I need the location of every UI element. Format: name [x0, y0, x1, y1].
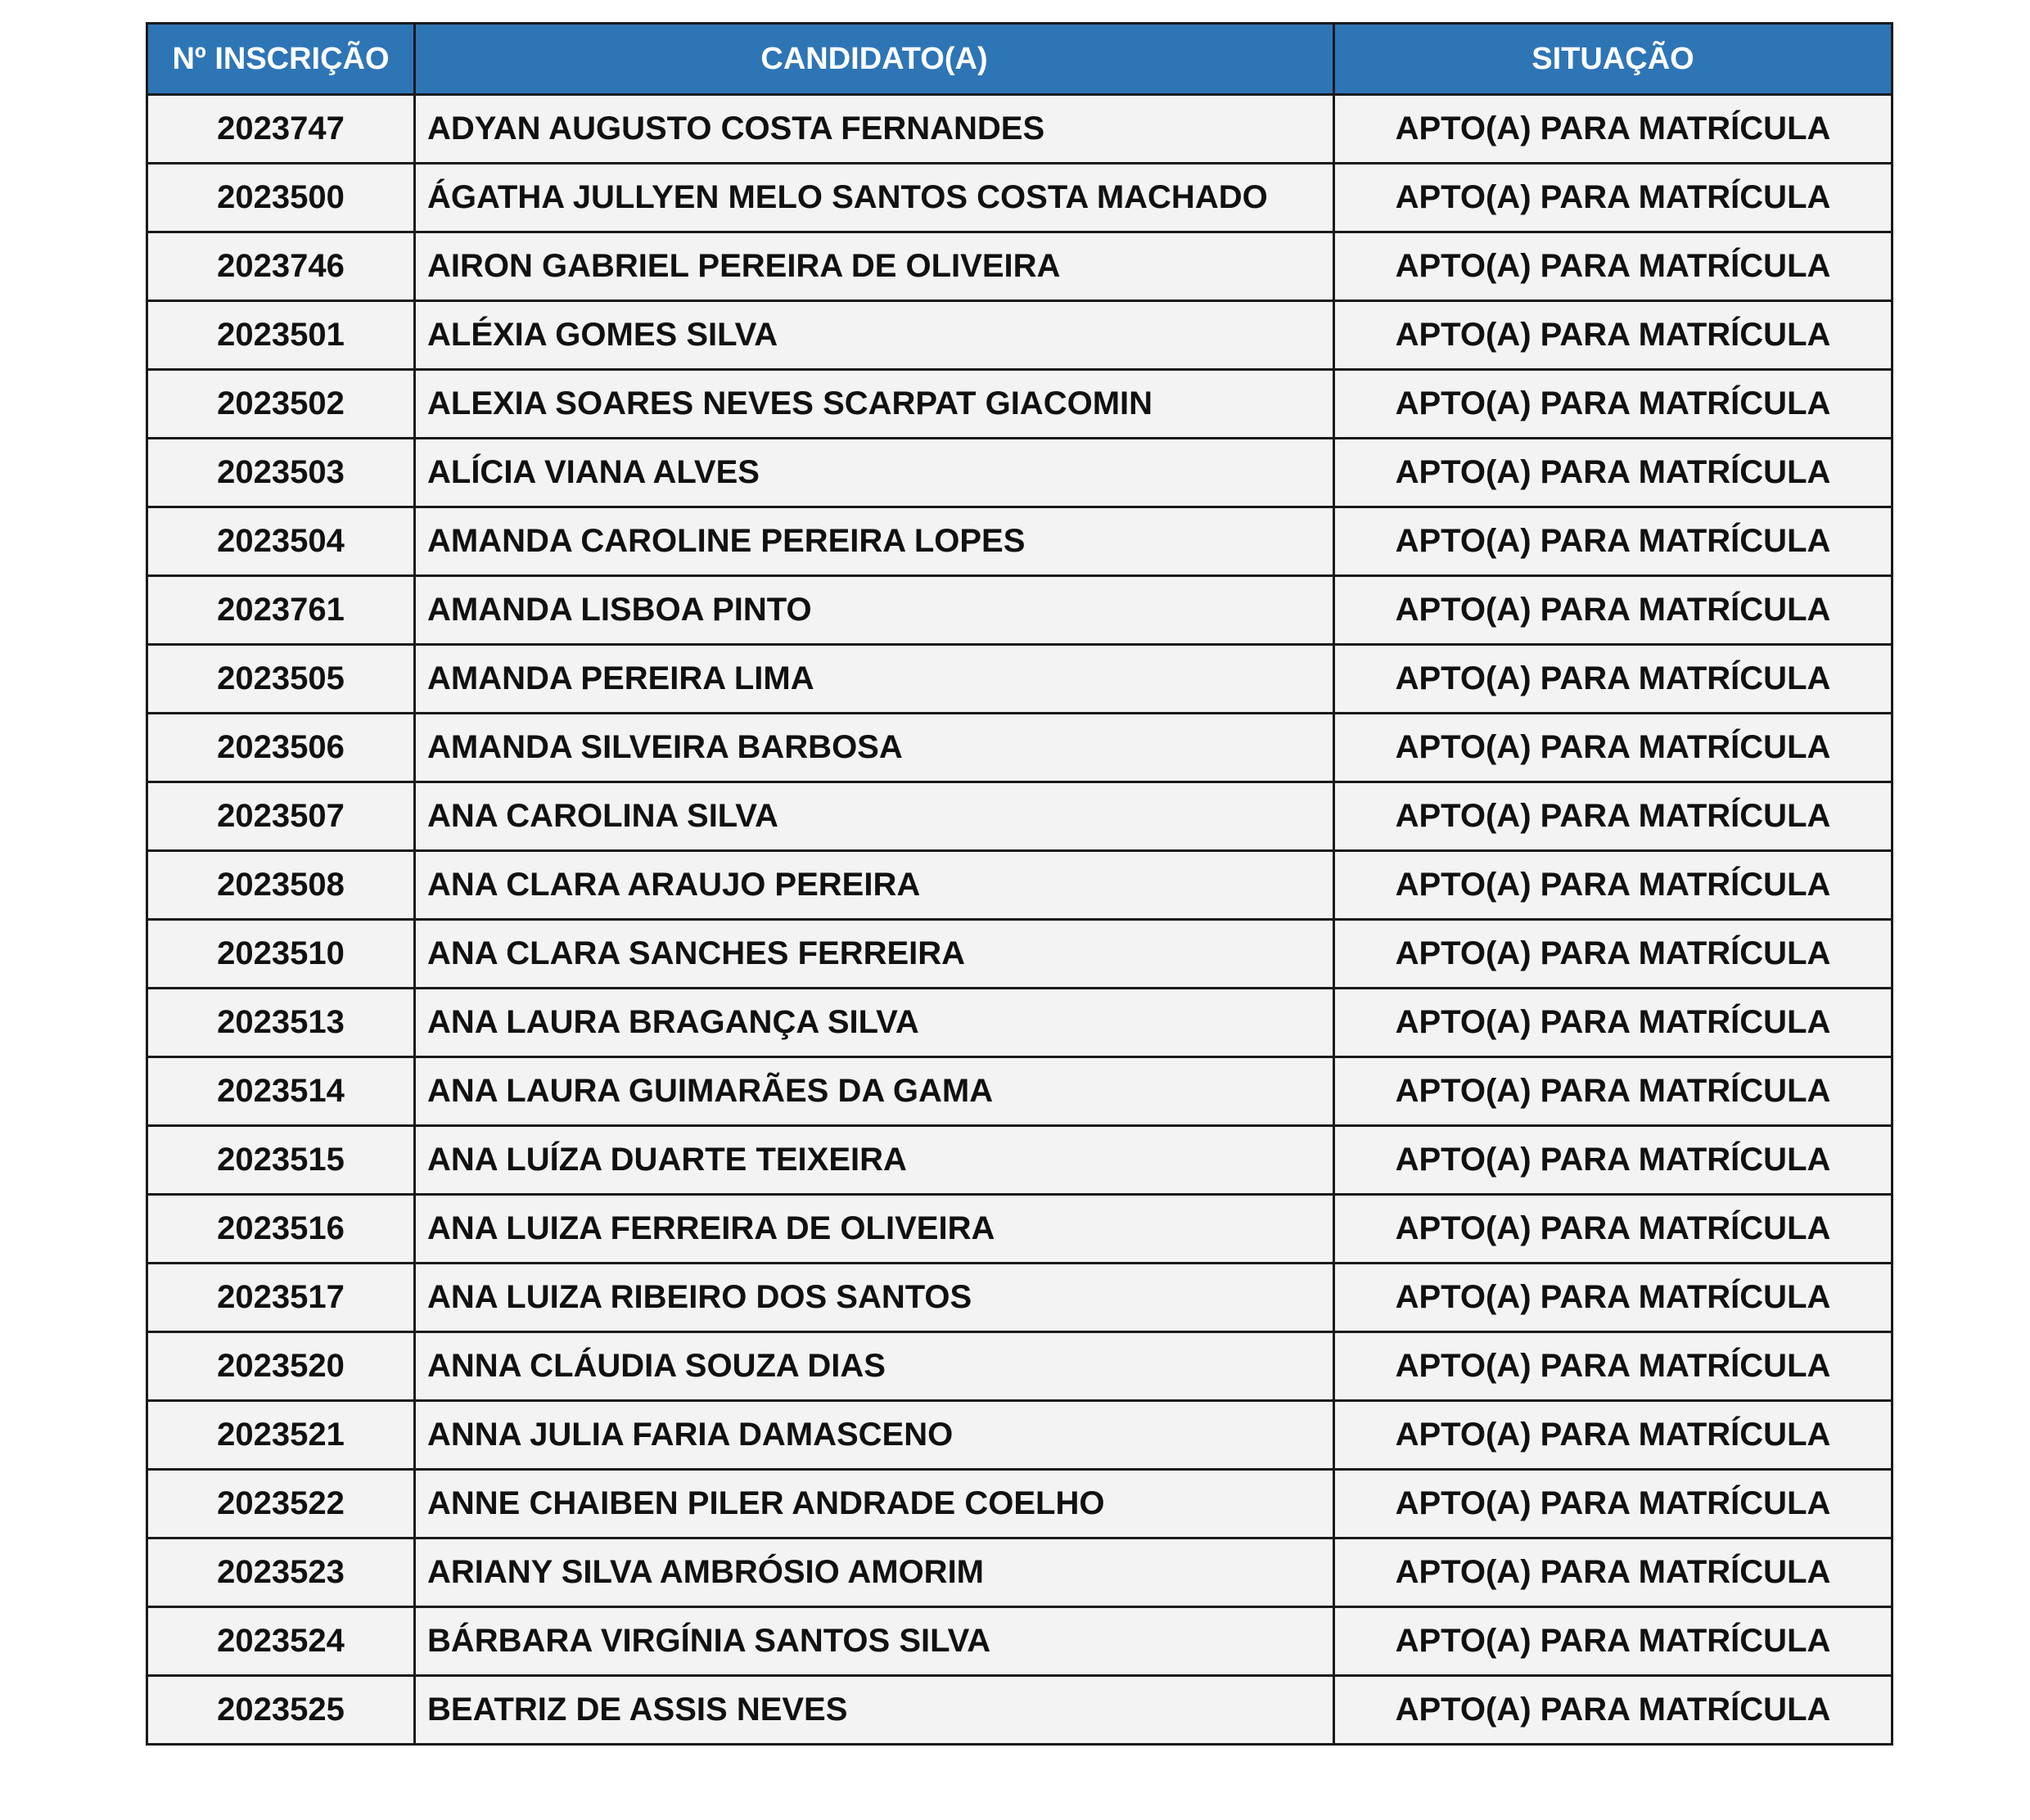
- candidate-cell: AMANDA SILVEIRA BARBOSA: [415, 714, 1334, 782]
- candidate-cell: ALEXIA SOARES NEVES SCARPAT GIACOMIN: [415, 370, 1334, 439]
- table-body: [147, 95, 1892, 1745]
- status-cell: APTO(A) PARA MATRÍCULA: [1334, 920, 1892, 989]
- table-row: [147, 920, 1892, 989]
- candidate-cell: AMANDA CAROLINE PEREIRA LOPES: [415, 507, 1334, 576]
- status-cell: APTO(A) PARA MATRÍCULA: [1334, 439, 1892, 507]
- table-row: [147, 1470, 1892, 1538]
- candidate-cell: BEATRIZ DE ASSIS NEVES: [415, 1676, 1334, 1745]
- table-row: [147, 576, 1892, 645]
- status-cell: APTO(A) PARA MATRÍCULA: [1334, 232, 1892, 301]
- status-cell: APTO(A) PARA MATRÍCULA: [1334, 714, 1892, 782]
- registration-cell: 2023510: [147, 920, 415, 989]
- candidate-cell: ANA LUIZA FERREIRA DE OLIVEIRA: [415, 1195, 1334, 1264]
- header-candidate: CANDIDATO(A): [415, 24, 1334, 95]
- table-row: [147, 851, 1892, 920]
- status-cell: APTO(A) PARA MATRÍCULA: [1334, 95, 1892, 164]
- status-cell: APTO(A) PARA MATRÍCULA: [1334, 1126, 1892, 1195]
- candidate-cell: ANA CLARA ARAUJO PEREIRA: [415, 851, 1334, 920]
- table-row: [147, 439, 1892, 507]
- registration-cell: 2023746: [147, 232, 415, 301]
- candidate-cell: ANA CLARA SANCHES FERREIRA: [415, 920, 1334, 989]
- registration-cell: 2023513: [147, 989, 415, 1057]
- status-cell: APTO(A) PARA MATRÍCULA: [1334, 1195, 1892, 1264]
- registration-cell: 2023522: [147, 1470, 415, 1538]
- table-row: [147, 1676, 1892, 1745]
- registration-cell: 2023504: [147, 507, 415, 576]
- candidate-cell: ANNA CLÁUDIA SOUZA DIAS: [415, 1332, 1334, 1401]
- registration-cell: 2023501: [147, 301, 415, 370]
- candidate-cell: ALÉXIA GOMES SILVA: [415, 301, 1334, 370]
- table-row: [147, 164, 1892, 232]
- candidate-cell: AIRON GABRIEL PEREIRA DE OLIVEIRA: [415, 232, 1334, 301]
- table-row: [147, 1607, 1892, 1676]
- registration-cell: 2023520: [147, 1332, 415, 1401]
- registration-cell: 2023503: [147, 439, 415, 507]
- status-cell: APTO(A) PARA MATRÍCULA: [1334, 1401, 1892, 1470]
- header-registration: Nº INSCRIÇÃO: [147, 24, 415, 95]
- status-cell: APTO(A) PARA MATRÍCULA: [1334, 645, 1892, 714]
- candidates-table: [146, 22, 1893, 1746]
- status-cell: APTO(A) PARA MATRÍCULA: [1334, 507, 1892, 576]
- registration-cell: 2023507: [147, 782, 415, 851]
- candidate-cell: ANA LUÍZA DUARTE TEIXEIRA: [415, 1126, 1334, 1195]
- registration-cell: 2023521: [147, 1401, 415, 1470]
- registration-cell: 2023524: [147, 1607, 415, 1676]
- registration-cell: 2023515: [147, 1126, 415, 1195]
- registration-cell: 2023523: [147, 1538, 415, 1607]
- candidate-cell: ARIANY SILVA AMBRÓSIO AMORIM: [415, 1538, 1334, 1607]
- candidate-cell: BÁRBARA VIRGÍNIA SANTOS SILVA: [415, 1607, 1334, 1676]
- status-cell: APTO(A) PARA MATRÍCULA: [1334, 1264, 1892, 1332]
- registration-cell: 2023505: [147, 645, 415, 714]
- registration-cell: 2023747: [147, 95, 415, 164]
- registration-cell: 2023514: [147, 1057, 415, 1126]
- status-cell: APTO(A) PARA MATRÍCULA: [1334, 1057, 1892, 1126]
- status-cell: APTO(A) PARA MATRÍCULA: [1334, 989, 1892, 1057]
- table-row: [147, 301, 1892, 370]
- candidate-cell: ANA LAURA BRAGANÇA SILVA: [415, 989, 1334, 1057]
- candidate-cell: ADYAN AUGUSTO COSTA FERNANDES: [415, 95, 1334, 164]
- status-cell: APTO(A) PARA MATRÍCULA: [1334, 1676, 1892, 1745]
- status-cell: APTO(A) PARA MATRÍCULA: [1334, 851, 1892, 920]
- header-row: [147, 24, 1892, 95]
- status-cell: APTO(A) PARA MATRÍCULA: [1334, 164, 1892, 232]
- table-row: [147, 1195, 1892, 1264]
- candidate-cell: ANNA JULIA FARIA DAMASCENO: [415, 1401, 1334, 1470]
- table-row: [147, 507, 1892, 576]
- table-header: [147, 24, 1892, 95]
- table-row: [147, 1332, 1892, 1401]
- registration-cell: 2023500: [147, 164, 415, 232]
- status-cell: APTO(A) PARA MATRÍCULA: [1334, 1470, 1892, 1538]
- table-row: [147, 714, 1892, 782]
- table-row: [147, 232, 1892, 301]
- table-row: [147, 989, 1892, 1057]
- registration-cell: 2023517: [147, 1264, 415, 1332]
- table-row: [147, 1057, 1892, 1126]
- candidate-cell: AMANDA PEREIRA LIMA: [415, 645, 1334, 714]
- candidate-cell: ANA CAROLINA SILVA: [415, 782, 1334, 851]
- table-row: [147, 1126, 1892, 1195]
- status-cell: APTO(A) PARA MATRÍCULA: [1334, 782, 1892, 851]
- candidate-cell: ÁGATHA JULLYEN MELO SANTOS COSTA MACHADO: [415, 164, 1334, 232]
- results-sheet: [146, 22, 1891, 1746]
- registration-cell: 2023502: [147, 370, 415, 439]
- table-row: [147, 645, 1892, 714]
- table-row: [147, 782, 1892, 851]
- header-status: SITUAÇÃO: [1334, 24, 1892, 95]
- candidate-cell: ANA LAURA GUIMARÃES DA GAMA: [415, 1057, 1334, 1126]
- registration-cell: 2023508: [147, 851, 415, 920]
- table-row: [147, 1401, 1892, 1470]
- registration-cell: 2023761: [147, 576, 415, 645]
- table-row: [147, 1264, 1892, 1332]
- candidate-cell: ANA LUIZA RIBEIRO DOS SANTOS: [415, 1264, 1334, 1332]
- table-row: [147, 95, 1892, 164]
- table-row: [147, 1538, 1892, 1607]
- status-cell: APTO(A) PARA MATRÍCULA: [1334, 370, 1892, 439]
- registration-cell: 2023506: [147, 714, 415, 782]
- candidate-cell: ANNE CHAIBEN PILER ANDRADE COELHO: [415, 1470, 1334, 1538]
- table-row: [147, 370, 1892, 439]
- candidate-cell: ALÍCIA VIANA ALVES: [415, 439, 1334, 507]
- status-cell: APTO(A) PARA MATRÍCULA: [1334, 301, 1892, 370]
- status-cell: APTO(A) PARA MATRÍCULA: [1334, 1332, 1892, 1401]
- status-cell: APTO(A) PARA MATRÍCULA: [1334, 576, 1892, 645]
- candidate-cell: AMANDA LISBOA PINTO: [415, 576, 1334, 645]
- status-cell: APTO(A) PARA MATRÍCULA: [1334, 1607, 1892, 1676]
- registration-cell: 2023525: [147, 1676, 415, 1745]
- status-cell: APTO(A) PARA MATRÍCULA: [1334, 1538, 1892, 1607]
- registration-cell: 2023516: [147, 1195, 415, 1264]
